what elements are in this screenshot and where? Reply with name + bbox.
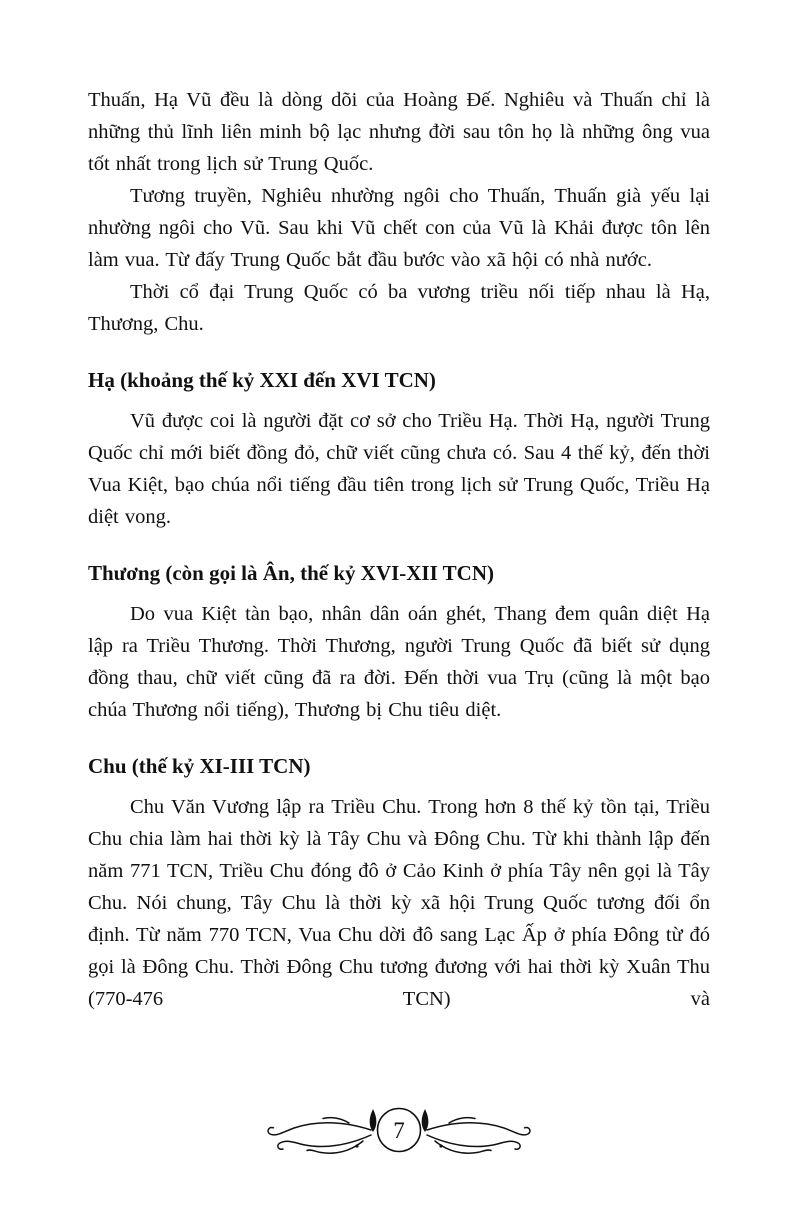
section-heading-ha: Hạ (khoảng thế kỷ XXI đến XVI TCN): [88, 368, 436, 392]
section-heading-thuong: Thương (còn gọi là Ân, thế kỷ XVI-XII TCN): [88, 561, 494, 585]
paragraph-chu: Chu Văn Vương lập ra Triều Chu. Trong hơn 8 thế kỷ tồn tại, Triều Chu chia làm hai thời kỳ là Tây Chu và Đông Chu. Từ khi thành lập đến năm 771 TCN, Triều Chu đóng đô ở Cảo Kinh ở phía Tây nên gọi là Tây Chu. Nói chung, Tây Chu là thời kỳ xã hội Trung Quốc tương đối ổn định. Từ năm 770 TCN, Vua Chu dời đô sang Lạc Ấp ở phía Đông từ đó gọi là Đông Chu. Thời Đông Chu tương đương với hai thời kỳ Xuân Thu (770-476 TCN) và: [88, 796, 710, 1010]
section-heading-chu: Chu (thế kỷ XI-III TCN): [88, 754, 311, 778]
footer-ornament-icon: [249, 1101, 549, 1165]
paragraph-intro-3: Thời cổ đại Trung Quốc có ba vương triều nối tiếp nhau là Hạ, Thương, Chu.: [88, 281, 710, 335]
paragraph-thuong: Do vua Kiệt tàn bạo, nhân dân oán ghét, Thang đem quân diệt Hạ lập ra Triều Thương. Thời Thương, người Trung Quốc đã biết sử dụng đồng thau, chữ viết cũng đã ra đời. Đến thời vua Trụ (cũng là một bạo chúa Thương nổi tiếng), Thương bị Chu tiêu diệt.: [88, 603, 710, 721]
paragraph-intro-2: Tương truyền, Nghiêu nhường ngôi cho Thuấn, Thuấn già yếu lại nhường ngôi cho Vũ. Sau khi Vũ chết con của Vũ là Khải được tôn lên làm vua. Từ đấy Trung Quốc bắt đầu bước vào xã hội có nhà nước.: [88, 185, 710, 271]
page-footer: [0, 1101, 798, 1165]
paragraph-intro-1: Thuấn, Hạ Vũ đều là dòng dõi của Hoàng Đế. Nghiêu và Thuấn chỉ là những thủ lĩnh liên minh bộ lạc nhưng đời sau tôn họ là những ông vua tốt nhất trong lịch sử Trung Quốc.: [88, 89, 710, 175]
paragraph-ha: Vũ được coi là người đặt cơ sở cho Triều Hạ. Thời Hạ, người Trung Quốc chỉ mới biết đồng đỏ, chữ viết cũng chưa có. Sau 4 thế kỷ, đến thời Vua Kiệt, bạo chúa nổi tiếng đầu tiên trong lịch sử Trung Quốc, Triều Hạ diệt vong.: [88, 410, 710, 528]
page-content: [88, 84, 710, 1015]
page-number: 7: [393, 1118, 405, 1143]
